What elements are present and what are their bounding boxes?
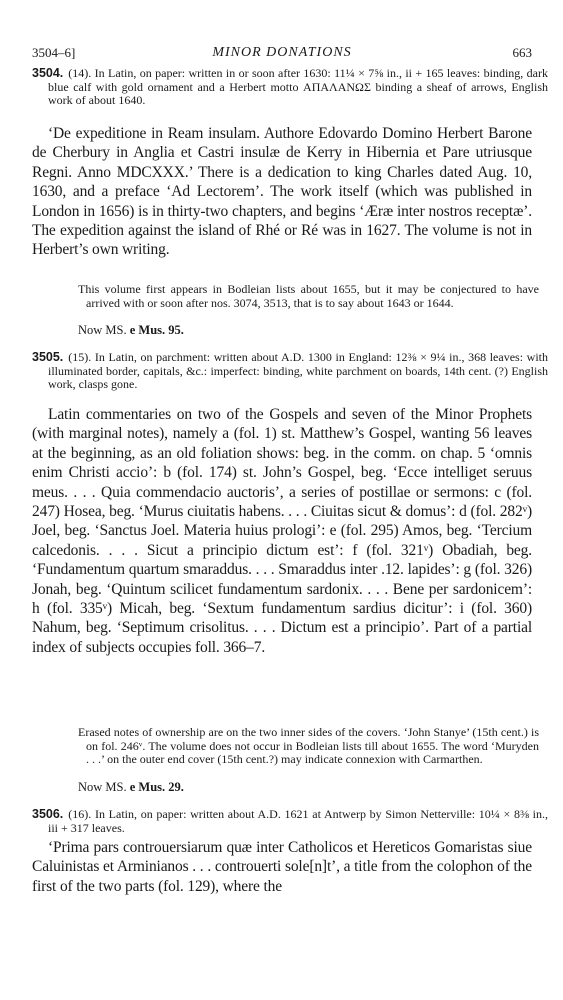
entry-description: (15). In Latin, on parchment: written about A.D. 1300 in England: 12⅜ × 9¼ in., 368 leaves: with illuminated border, capitals, &c.: imperfect: binding, white parchment on boards, 14th cent. (?) English work, clasps gone. — [48, 350, 548, 391]
entry-body-text: ‘De expeditione in Ream insulam. Authore Edovardo Domino Herbert Barone de Cherbury in Anglia et Castri insulæ de Kerry in Hibernia et Pare utriusque Regni. Anno MDCXXX.’ There is a dedication to king Charles dated Aug. 10, 1630, and a preface ‘Ad Lectorem’. The work itself (which was published in London in 1656) is in thirty-two chapters, and begins ‘Æræ inter nostros receptæ’. The expedition against the island of Rhé or Ré was in 1627. The volume is not in Herbert’s own writing. — [32, 125, 532, 259]
shelfmark-id: e Mus. 29. — [129, 780, 184, 794]
entry-description: (16). In Latin, on paper: written about A.D. 1621 at Antwerp by Simon Netterville: 10¼ × 8⅜ in., iii + 317 leaves. — [48, 807, 548, 835]
note-text: This volume first appears in Bodleian lists about 1655, but it may be conjectured to have arrived with or soon after nos. 3074, 3513, that is to say about 1643 or 1644. — [78, 282, 539, 310]
entry-description: (14). In Latin, on paper: written in or soon after 1630: 11¼ × 7⅝ in., ii + 165 leaves: binding, dark blue calf with gold ornament and a Herbert motto ΑΠΑΛΑΝΩΣ binding a sheaf of arrows, English work of about 1640. — [48, 66, 548, 107]
shelfmark-id: e Mus. 95. — [129, 323, 184, 337]
entry-body-3505 — [32, 405, 532, 657]
entry-number: 3504. — [32, 66, 64, 80]
section-title: MINOR DONATIONS — [212, 45, 352, 60]
running-head — [32, 45, 532, 63]
entry-number: 3505. — [32, 350, 64, 364]
page-range: 3504–6] — [32, 45, 76, 60]
entry-note-3504 — [78, 283, 539, 310]
entry-header-3506 — [32, 808, 548, 835]
entry-body-text: ‘Prima pars controuersiarum quæ inter Catholicos et Hereticos Gomaristas siue Caluinistas et Arminianos . . . controuerti sole[n]t’, a title from the colophon of the first of the two parts (fol. 129), where the — [32, 839, 532, 895]
entry-number: 3506. — [32, 807, 64, 821]
entry-body-3504 — [32, 124, 532, 260]
shelfmark-3505: Now MS. e Mus. 29. — [78, 780, 184, 794]
entry-note-3505 — [78, 726, 539, 767]
note-text: Erased notes of ownership are on the two inner sides of the covers. ‘John Stanye’ (15th cent.) is on fol. 246ᵛ. The volume does not occur in Bodleian lists till about 1655. The word ‘Muryden . . .’ on the outer end cover (15th cent.?) may indicate connexion with Carmarthen. — [78, 725, 539, 767]
shelfmark-3504: Now MS. e Mus. 95. — [78, 323, 184, 337]
entry-body-3506 — [32, 838, 532, 896]
entry-header-3504 — [32, 67, 548, 108]
page-number: 663 — [512, 45, 532, 60]
entry-body-text: Latin commentaries on two of the Gospels and seven of the Minor Prophets (with marginal notes), namely a (fol. 1) st. Matthew’s Gospel, wanting 56 leaves at the beginning, as an old foliation shows: beg. in the comm. on chap. 5 ‘omnis enim Christi accio’: b (fol. 174) st. John’s Gospel, beg. ‘Ecce intelliget seruus meus. . . . Quia commendacio auctoris’, a series of postillae or sermons: c (fol. 247) Hosea, beg. ‘Murus ciuitatis habens. . . . Ciuitas sicut & domus’: d (fol. 282ᵛ) Joel, beg. ‘Sanctus Joel. Materia huius prologi’: e (fol. 295) Amos, beg. ‘Tercium calcedonis. . . . Sicut a principio dictum est’: f (fol. 321ᵛ) Obadiah, beg. ‘Fundamentum quartum smaraddus. . . . Smaraddus inter .12. lapides’: g (fol. 326) Jonah, beg. ‘Quintum scilicet fundamentum sardonix. . . . Bene per sardonicem’: h (fol. 335ᵛ) Micah, beg. ‘Sextum fundamentum sardius dicitur’: i (fol. 360) Nahum, beg. ‘Septimum crisolitus. . . . Dictum est a principio’. Part of a partial index of subjects occupies foll. 366–7. — [32, 406, 532, 656]
entry-header-3505 — [32, 351, 548, 392]
